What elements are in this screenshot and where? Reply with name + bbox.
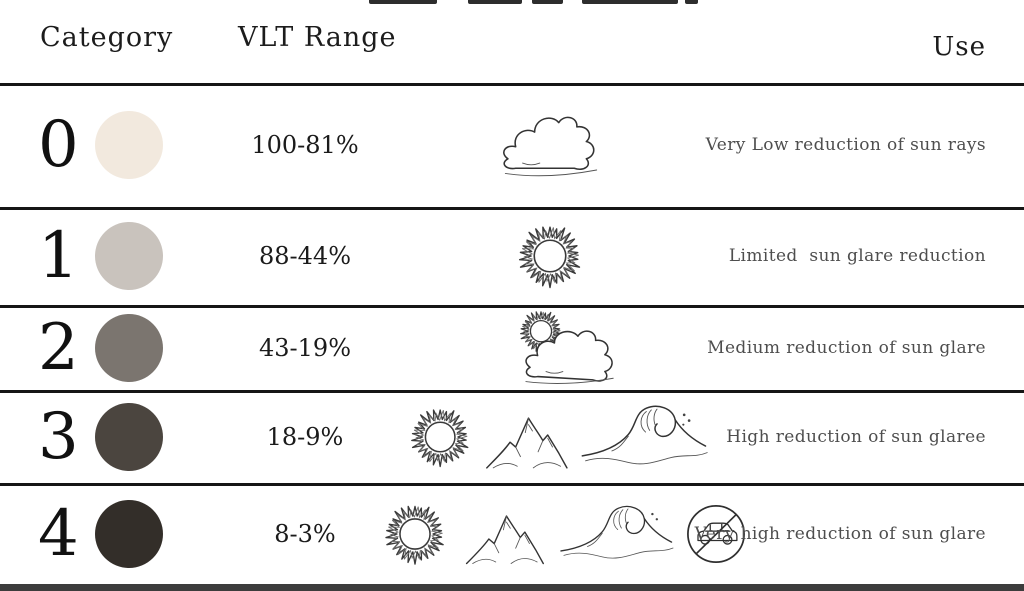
vlt-range-value: 100-81%: [251, 131, 359, 159]
use-description: Very high reduction of sun glare: [694, 523, 986, 544]
vlt-range-value: 8-3%: [274, 519, 336, 548]
table-row: [0, 483, 1024, 584]
sun-behind-cloud-icon: [498, 306, 626, 390]
use-description: Very Low reduction of sun rays: [705, 135, 986, 155]
category-number: 0: [38, 108, 79, 182]
table-row: [0, 207, 1024, 308]
lens-tint-swatch: [95, 314, 163, 382]
use-column-header: Use: [932, 32, 986, 62]
table-row: [0, 390, 1024, 486]
condition-icons: [496, 306, 628, 390]
category-number: 1: [38, 219, 79, 293]
cloud-icon: [495, 106, 607, 184]
vlt-range-value: 18-9%: [266, 422, 344, 451]
use-description: Medium reduction of sun glare: [707, 337, 986, 358]
category-column-header: Category: [40, 22, 174, 53]
lens-tint-swatch: [95, 403, 163, 471]
mountain-icon: [482, 397, 578, 477]
condition-icons: [492, 105, 610, 185]
mountain-icon: [462, 496, 554, 572]
sun-icon: [398, 394, 482, 480]
sun-icon: [372, 491, 458, 577]
vlt-range-value: 43-19%: [259, 333, 351, 362]
use-description: High reduction of sun glaree: [726, 426, 986, 447]
category-number: 3: [38, 399, 79, 474]
table-header: [0, 0, 1024, 86]
bottom-bar: [0, 584, 1024, 591]
lens-tint-swatch: [95, 111, 163, 179]
vlt-range-column-header: VLT Range: [238, 22, 397, 53]
wave-icon: [558, 499, 676, 569]
category-number: 2: [38, 310, 79, 385]
category-number: 4: [38, 496, 79, 571]
wave-icon: [579, 398, 710, 476]
vlt-range-value: 88-44%: [259, 242, 351, 270]
table-row: [0, 305, 1024, 393]
lens-tint-swatch: [95, 222, 163, 290]
condition-icons: [503, 210, 597, 302]
table-row: [0, 83, 1024, 210]
sun-icon: [505, 211, 595, 301]
lens-tint-swatch: [95, 500, 163, 568]
use-description: Limited sun glare reduction: [728, 246, 986, 266]
condition-icons: [398, 393, 710, 481]
